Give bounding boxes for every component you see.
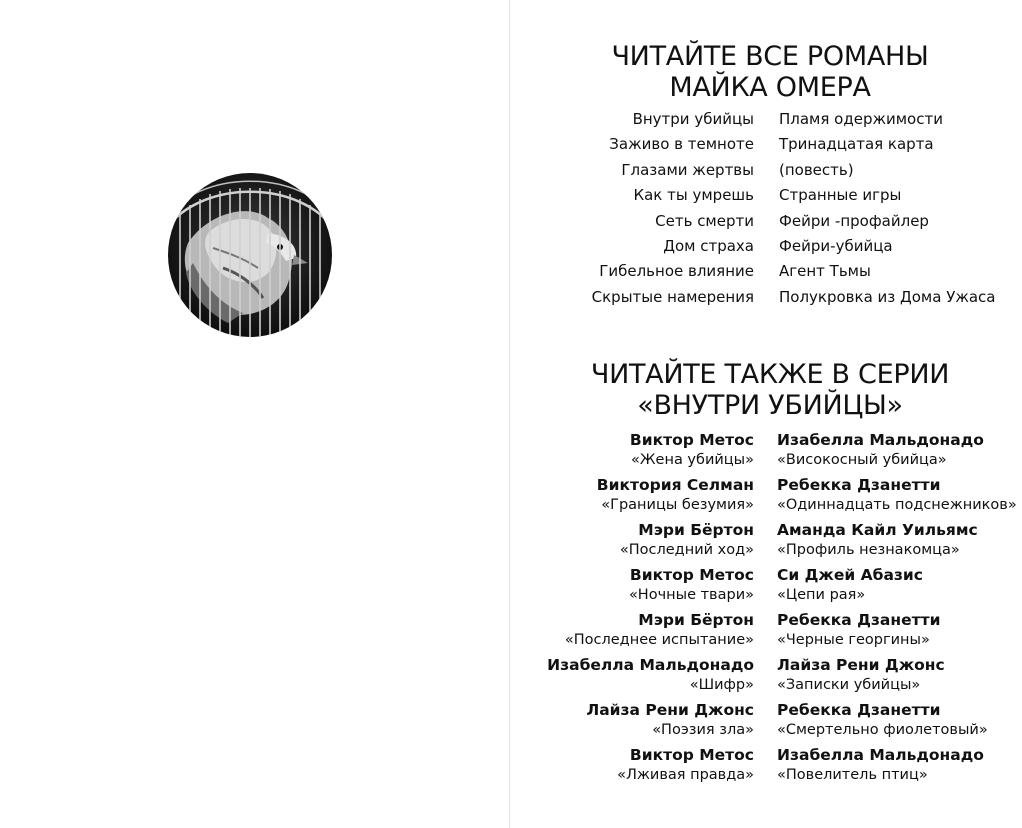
author-name: Ребекка Дзанетти	[777, 701, 941, 719]
all-novels-heading	[510, 41, 1022, 103]
series-heading-line2: «ВНУТРИ УБИЙЦЫ»	[637, 390, 903, 421]
series-heading	[510, 359, 1022, 421]
series-entry	[777, 610, 1017, 655]
author-name: Лайза Рени Джонс	[777, 656, 945, 674]
novel-title: Тринадцатая карта	[779, 135, 934, 154]
book-title: «Последний ход»	[619, 542, 754, 558]
book-title: «Ночные твари»	[628, 587, 754, 603]
author-name: Лайза Рени Джонс	[586, 701, 754, 719]
series-entry	[547, 520, 754, 565]
novel-title: Странные игры	[779, 186, 902, 205]
book-title: «Одиннадцать подснежников»	[777, 497, 1017, 513]
novel-title: Глазами жертвы	[621, 160, 754, 179]
series-entry	[547, 700, 754, 745]
novels-right-column	[779, 107, 996, 310]
series-left-column	[547, 430, 754, 790]
series-entry	[547, 565, 754, 610]
book-title: «Профиль незнакомца»	[777, 542, 960, 558]
author-name: Си Джей Абазис	[777, 566, 923, 584]
book-title: «Границы безумия»	[601, 497, 754, 513]
novel-title: Агент Тьмы	[779, 262, 871, 281]
novel-title: Полукровка из Дома Ужаса	[779, 287, 996, 306]
author-name: Изабелла Мальдонадо	[777, 431, 984, 449]
author-name: Мэри Бёртон	[638, 611, 754, 629]
author-name: Изабелла Мальдонадо	[777, 746, 984, 764]
series-entry	[777, 430, 1017, 475]
all-novels-heading-line1: ЧИТАЙТЕ ВСЕ РОМАНЫ	[611, 41, 929, 72]
author-name: Изабелла Мальдонадо	[547, 656, 754, 674]
series-heading-line1: ЧИТАЙТЕ ТАКЖЕ В СЕРИИ	[590, 359, 950, 390]
series-entry	[777, 655, 1017, 700]
novels-left-column	[592, 107, 754, 310]
series-right-column	[777, 430, 1017, 790]
author-name: Виктор Метос	[629, 746, 754, 764]
series-entry	[547, 745, 754, 790]
novel-title: (повесть)	[779, 160, 854, 179]
series-entry	[777, 700, 1017, 745]
novel-title: Сеть смерти	[655, 211, 754, 230]
left-page	[0, 0, 509, 828]
book-title: «Поэзия зла»	[652, 722, 754, 738]
series-entry	[777, 745, 1017, 790]
book-title: «Последнее испытание»	[564, 632, 754, 648]
author-name: Ребекка Дзанетти	[777, 611, 941, 629]
book-title: «Шифр»	[689, 677, 754, 693]
novel-title: Внутри убийцы	[632, 110, 754, 128]
novel-title: Как ты умрешь	[633, 186, 754, 205]
novel-title: Фейри -профайлер	[779, 211, 929, 230]
series-entry	[547, 475, 754, 520]
book-title: «Черные георгины»	[777, 632, 930, 648]
book-title: «Жена убийцы»	[631, 452, 754, 468]
novel-title: Скрытые намерения	[591, 287, 754, 306]
series-entry	[547, 430, 754, 475]
book-title: «Високосный убийца»	[777, 452, 947, 468]
all-novels-heading-line2: МАЙКА ОМЕРА	[669, 72, 871, 103]
author-name: Виктор Метос	[629, 566, 754, 584]
book-title: «Цепи рая»	[777, 587, 866, 603]
book-title: «Записки убийцы»	[777, 677, 921, 693]
novel-title: Дом страха	[663, 236, 754, 255]
author-name: Мэри Бёртон	[638, 521, 754, 539]
series-entry	[777, 565, 1017, 610]
author-name: Виктория Селман	[596, 476, 754, 494]
series-entry	[547, 610, 754, 655]
book-title: «Лживая правда»	[617, 767, 754, 783]
author-name: Аманда Кайл Уильямс	[777, 521, 978, 539]
author-name: Виктор Метос	[629, 431, 754, 449]
series-entry	[547, 655, 754, 700]
book-title: «Повелитель птиц»	[777, 767, 928, 783]
novel-title: Пламя одержимости	[779, 110, 943, 128]
novel-title: Фейри-убийца	[779, 236, 893, 255]
author-name: Ребекка Дзанетти	[777, 476, 941, 494]
book-title: «Смертельно фиолетовый»	[777, 722, 988, 738]
series-entry	[777, 475, 1017, 520]
series-entry	[777, 520, 1017, 565]
novel-title: Гибельное влияние	[599, 262, 754, 281]
caged-bird-icon	[168, 173, 332, 337]
novel-title: Заживо в темноте	[609, 135, 754, 154]
right-page	[510, 0, 1022, 828]
